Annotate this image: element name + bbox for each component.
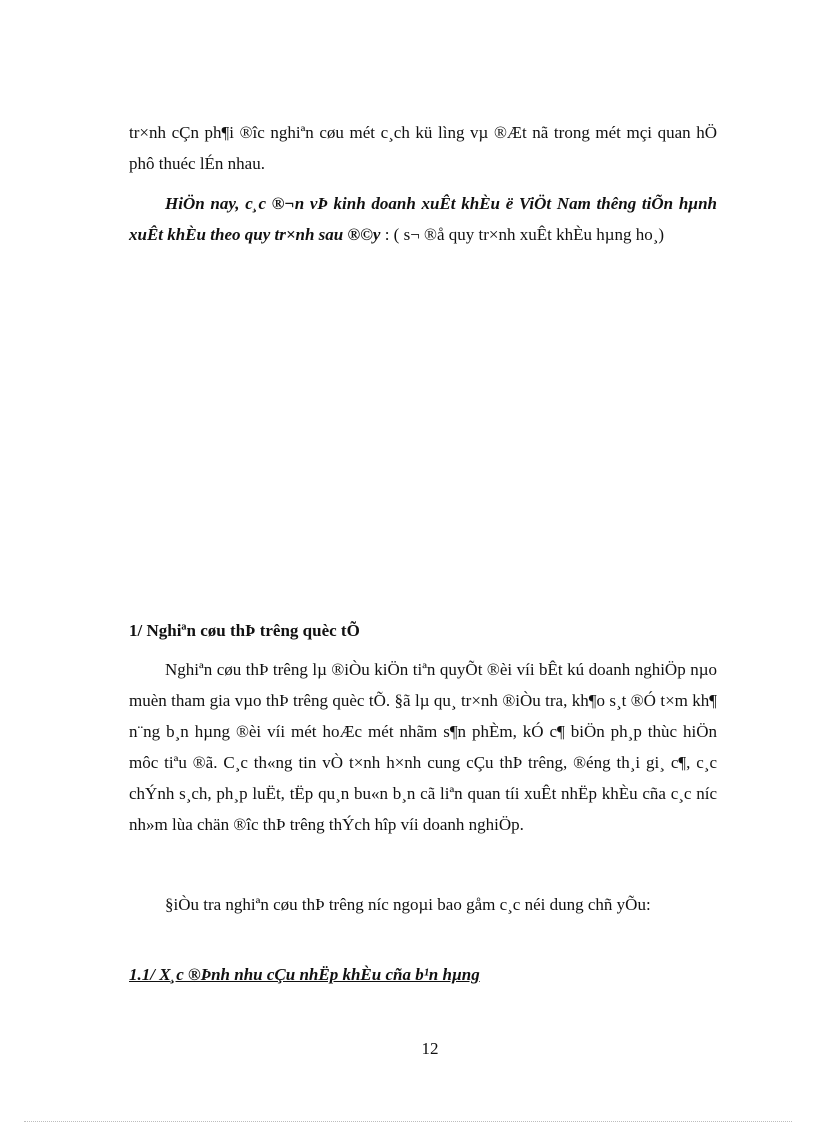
emphasized-text: HiÖn nay, c¸c ®¬n vÞ kinh doanh xuÊt khÈu ë ViÖt Nam thêng tiÕn hµnh xuÊt khÈu theo quy tr×nh sau ®©y bbox=[129, 194, 717, 244]
page-bottom-divider bbox=[24, 1121, 792, 1122]
section-heading: 1/ Nghiªn cøu thÞ trêng quèc tÕ bbox=[129, 621, 360, 640]
page-number: 12 bbox=[421, 1039, 439, 1058]
subsection-heading: 1.1/ X¸c ®Þnh nhu cÇu nhËp khÈu cña b¹n hµng bbox=[129, 965, 480, 984]
paragraph-trailing-text: : ( s¬ ®å quy tr×nh xuÊt khÈu hµng ho¸) bbox=[380, 225, 665, 244]
paragraph-market-research: Nghiªn cøu thÞ trêng lµ ®iÒu kiÖn tiªn quyÕt ®èi víi bÊt kú doanh nghiÖp nµo muèn tham gia vµo thÞ trêng quèc tÕ. §ã lµ qu¸ tr×nh ®iÒu tra, kh¶o s¸t ®Ó t×m kh¶ n¨ng b¸n hµng ®èi víi mét hoÆc mét nhãm s¶n phÈm, kÓ c¶ biÖn ph¸p thùc hiÖn môc tiªu ®ã. C¸c th«ng tin vÒ t×nh h×nh cung cÇu thÞ trêng, ®éng th¸i gi¸ c¶, c¸c chÝnh s¸ch, ph¸p luËt, tËp qu¸n bu«n b¸n cã liªn quan tíi xuÊt nhËp khÈu cña c¸c níc nh»m lùa chän ®îc thÞ trêng thÝch hîp víi doanh nghiÖp. bbox=[129, 660, 717, 834]
paragraph-research-contents: §iÒu tra nghiªn cøu thÞ trêng níc ngoµi bao gåm c¸c néi dung chñ yÕu: bbox=[165, 895, 651, 914]
paragraph-export-process-intro bbox=[129, 188, 717, 250]
paragraph-continuation: tr×nh cÇn ph¶i ®îc nghiªn cøu mét c¸ch kü lìng vµ ®Æt nã trong mét mçi quan hÖ phô thuéc lÉn nhau. bbox=[129, 123, 717, 173]
